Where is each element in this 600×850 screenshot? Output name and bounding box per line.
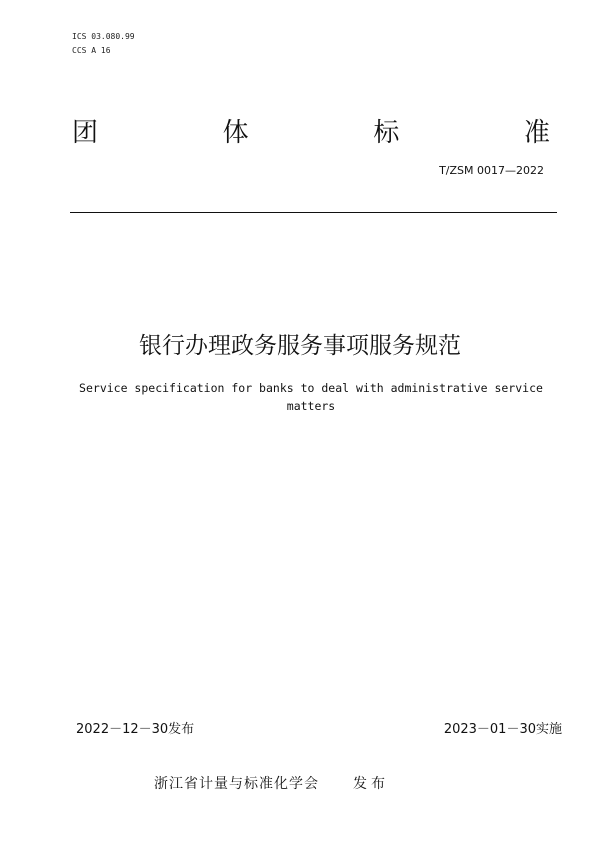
publish-label: 发布 [353,776,389,792]
publisher-line [154,773,389,793]
classification-codes [72,30,135,58]
publish-date: 2022－12－30发布 [76,722,195,737]
english-title [66,379,556,415]
standard-type-char: 体 [222,118,249,148]
standard-type-heading [72,112,550,149]
header-divider [70,212,557,213]
chinese-title: 银行办理政务服务事项服务规范 [139,333,461,359]
ics-code: ICS 03.080.99 [72,32,135,41]
standard-type-char: 标 [373,118,400,148]
ccs-code: CCS A 16 [72,46,111,55]
implement-date: 2023－01－30实施 [443,722,562,737]
english-title-line: Service specification for banks to deal with administrative service [79,381,543,395]
standard-type-char: 团 [72,118,99,148]
publisher-name: 浙江省计量与标准化学会 [154,776,319,792]
english-title-line: matters [286,399,336,413]
standard-type-char: 准 [523,118,550,148]
standard-number: T/ZSM 0017—2022 [439,164,544,177]
